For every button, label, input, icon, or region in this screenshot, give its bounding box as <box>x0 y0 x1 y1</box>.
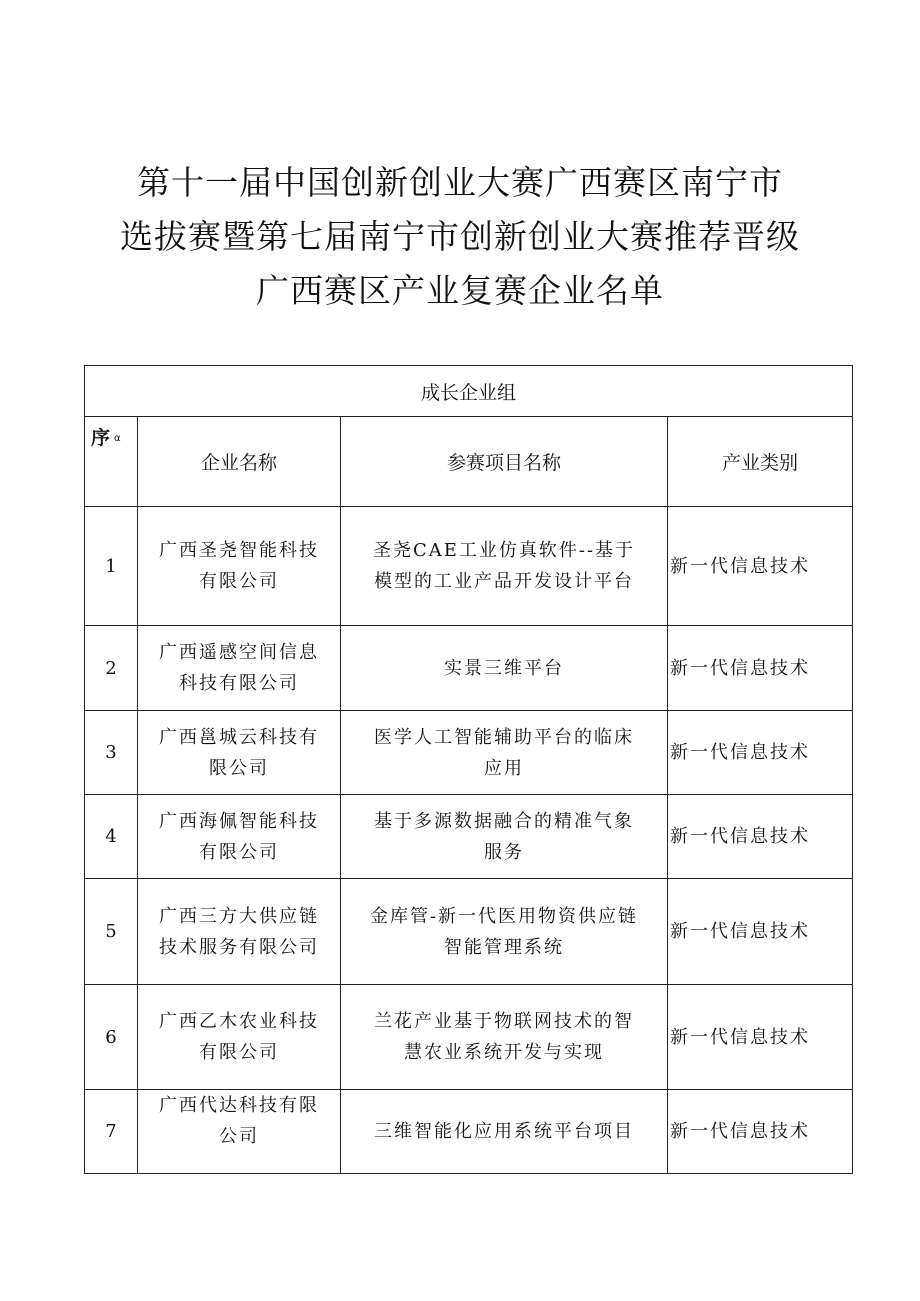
seq-cell: 5 <box>85 879 138 985</box>
seq-cell: 6 <box>85 985 138 1090</box>
seq-cell: 2 <box>85 626 138 711</box>
category-cell: 新一代信息技术 <box>668 1090 853 1174</box>
table-row <box>85 1090 853 1174</box>
document-title <box>0 156 920 318</box>
project-cell <box>341 795 668 879</box>
company-line: 有限公司 <box>199 571 279 592</box>
group-header-row <box>85 366 853 417</box>
project-cell <box>341 711 668 795</box>
project-line: 慧农业系统开发与实现 <box>404 1042 604 1063</box>
column-header-row <box>85 417 853 507</box>
company-cell <box>138 985 341 1090</box>
seq-header <box>85 417 138 507</box>
title-line-3: 广西赛区产业复赛企业名单 <box>256 271 664 310</box>
category-header: 产业类别 <box>668 417 853 507</box>
project-line: 兰花产业基于物联网技术的智 <box>374 1011 634 1032</box>
project-line: 实景三维平台 <box>444 657 564 679</box>
project-line: 服务 <box>484 841 524 863</box>
company-line: 公司 <box>219 1126 259 1147</box>
table-row <box>85 795 853 879</box>
project-cell <box>341 1090 668 1174</box>
company-line: 有限公司 <box>199 841 279 863</box>
category-cell: 新一代信息技术 <box>668 879 853 985</box>
company-line: 广西乙木农业科技 <box>159 1011 319 1032</box>
project-line: 医学人工智能辅助平台的临床 <box>374 726 634 748</box>
seq-cell: 3 <box>85 711 138 795</box>
table-row <box>85 626 853 711</box>
company-cell <box>138 711 341 795</box>
category-cell: 新一代信息技术 <box>668 507 853 626</box>
seq-cell: 7 <box>85 1090 138 1174</box>
category-cell: 新一代信息技术 <box>668 711 853 795</box>
project-cell <box>341 879 668 985</box>
seq-header-label: 序 <box>91 427 111 449</box>
project-line: 模型的工业产品开发设计平台 <box>374 571 634 592</box>
company-line: 广西邕城云科技有 <box>159 726 319 748</box>
company-cell <box>138 879 341 985</box>
category-cell: 新一代信息技术 <box>668 626 853 711</box>
seq-cell: 4 <box>85 795 138 879</box>
project-line: 金库管-新一代医用物资供应链 <box>369 905 639 927</box>
company-line: 广西三方大供应链 <box>159 905 319 927</box>
company-line: 限公司 <box>209 757 269 779</box>
project-cell <box>341 985 668 1090</box>
table-row <box>85 507 853 626</box>
title-line-2: 选拔赛暨第七届南宁市创新创业大赛推荐晋级 <box>120 217 800 256</box>
project-line: 圣尧CAE工业仿真软件--基于 <box>372 540 636 561</box>
company-line: 科技有限公司 <box>179 673 299 694</box>
company-cell <box>138 626 341 711</box>
company-cell <box>138 507 341 626</box>
company-line: 广西海佩智能科技 <box>159 810 319 832</box>
category-cell: 新一代信息技术 <box>668 795 853 879</box>
company-cell <box>138 795 341 879</box>
project-line: 三维智能化应用系统平台项目 <box>374 1121 634 1142</box>
company-line: 广西代达科技有限 <box>159 1095 319 1116</box>
company-line: 技术服务有限公司 <box>159 936 319 958</box>
company-cell <box>138 1090 341 1174</box>
seq-header-mark: α <box>114 433 121 444</box>
company-header: 企业名称 <box>138 417 341 507</box>
project-line: 应用 <box>484 757 524 779</box>
enterprise-table <box>84 365 853 1174</box>
table-row <box>85 879 853 985</box>
title-line-1: 第十一届中国创新创业大赛广西赛区南宁市 <box>137 163 783 202</box>
table-row <box>85 985 853 1090</box>
company-line: 有限公司 <box>199 1042 279 1063</box>
project-cell <box>341 507 668 626</box>
project-header: 参赛项目名称 <box>341 417 668 507</box>
project-line: 基于多源数据融合的精准气象 <box>374 810 634 832</box>
project-cell <box>341 626 668 711</box>
table-row <box>85 711 853 795</box>
company-line: 广西圣尧智能科技 <box>159 540 319 561</box>
seq-cell: 1 <box>85 507 138 626</box>
group-label: 成长企业组 <box>85 366 853 417</box>
project-line: 智能管理系统 <box>444 936 564 958</box>
company-line: 广西遥感空间信息 <box>159 642 319 663</box>
category-cell: 新一代信息技术 <box>668 985 853 1090</box>
